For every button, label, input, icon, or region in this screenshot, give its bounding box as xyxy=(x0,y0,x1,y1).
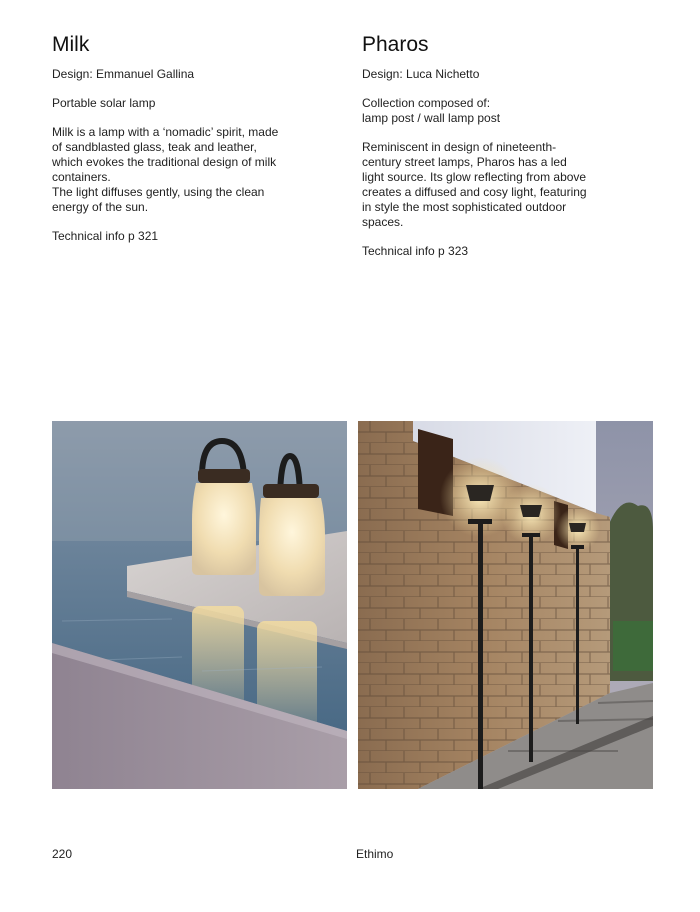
description-line: Milk is a lamp with a ‘nomadic’ spirit, made xyxy=(52,125,279,139)
description-line: spaces. xyxy=(362,215,404,229)
product-description xyxy=(52,125,292,215)
product-title: Milk xyxy=(52,33,90,56)
description-line: Reminiscent in design of nineteenth- xyxy=(362,140,557,154)
technical-info-link[interactable]: Technical info p 321 xyxy=(52,229,159,243)
collection-line: Collection composed of: xyxy=(362,96,491,110)
description-line: century street lamps, Pharos has a led xyxy=(362,155,567,169)
collection-info xyxy=(362,96,602,126)
page-number: 220 xyxy=(52,847,73,861)
designer-credit: Design: Luca Nichetto xyxy=(362,67,480,81)
designer-credit: Design: Emmanuel Gallina xyxy=(52,67,195,81)
description-line: The light diffuses gently, using the clean xyxy=(52,185,265,199)
technical-info-link[interactable]: Technical info p 323 xyxy=(362,244,469,258)
description-line: energy of the sun. xyxy=(52,200,149,214)
description-line: containers. xyxy=(52,170,111,184)
description-line: in style the most sophisticated outdoor xyxy=(362,200,567,214)
product-milk xyxy=(52,30,292,244)
pharos-lamp-posts-photo xyxy=(358,421,653,789)
product-title: Pharos xyxy=(362,33,429,56)
collection-line: lamp post / wall lamp post xyxy=(362,111,501,125)
description-line: light source. Its glow reflecting from above xyxy=(362,170,587,184)
product-subtitle: Portable solar lamp xyxy=(52,96,156,110)
product-pharos xyxy=(362,30,602,259)
description-line: of sandblasted glass, teak and leather, xyxy=(52,140,257,154)
description-line: creates a diffused and cosy light, featuring xyxy=(362,185,587,199)
brand-name: Ethimo xyxy=(356,847,394,861)
milk-lamps-photo xyxy=(52,421,347,789)
description-line: which evokes the traditional design of milk xyxy=(52,155,277,169)
product-description xyxy=(362,140,602,230)
